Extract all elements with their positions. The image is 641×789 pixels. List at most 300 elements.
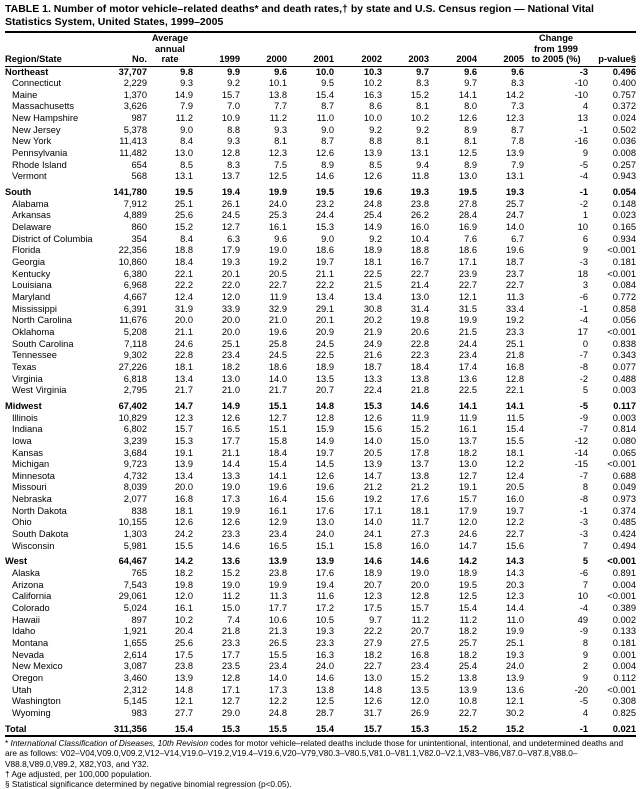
table-cell: 11.8 [411,171,429,182]
table-cell: 0.036 [612,136,636,147]
table-cell: 16.8 [505,361,524,372]
state-row [5,673,636,685]
table-cell: -1 [579,187,588,198]
table-cell: 7,118 [124,338,147,349]
table-cell: 5 [582,385,588,396]
footnote-icd-title: International Classification of Diseases, 10th Revision [10,738,208,749]
table-cell: 22.5 [315,350,334,361]
table-cell: 19.8 [410,315,429,326]
header-chg-line2: from 1999 [534,43,578,54]
table-cell: 16.4 [268,494,287,505]
table-cell: 10 [577,222,588,233]
table-cell: 19.9 [505,626,524,637]
table-cell: 24.8 [268,707,287,718]
table-cell: 0.943 [612,171,636,182]
table-cell: 12.1 [174,696,193,707]
table-cell: 19.8 [174,579,193,590]
table-cell: <0.001 [607,245,636,256]
table-cell: 27.7 [174,707,193,718]
table-cell: 23.8 [268,568,287,579]
table-cell: 15.0 [410,435,429,446]
table-cell: -6 [579,291,588,302]
table-cell: 8.5 [369,159,382,170]
table-cell: 8.3 [416,78,429,89]
table-cell: 22.1 [174,268,193,279]
row-label: Virginia [12,373,43,384]
table-cell: 7.5 [274,159,287,170]
table-cell: 22,356 [118,245,147,256]
table-cell: 19.9 [221,505,240,516]
table-cell: 18.2 [458,447,477,458]
table-cell: 8,039 [123,482,147,493]
header-avg-line1: Average [151,33,189,43]
table-cell: 10.2 [363,78,382,89]
header-2002: 2002 [361,54,382,64]
table-cell: 10.8 [458,696,477,707]
table-cell: 9.6 [274,66,287,77]
table-cell: 22.8 [174,350,193,361]
table-cell: 15.4 [458,603,477,614]
row-label: Alabama [12,198,49,209]
table-cell: 8.5 [180,159,193,170]
state-row [5,626,636,638]
table-cell: 20.1 [315,315,334,326]
table-cell: 0.257 [612,159,636,170]
table-cell: 23.5 [221,661,240,672]
table-cell: 23.3 [505,326,524,337]
region-row [5,556,636,568]
table-cell: 20.5 [363,447,382,458]
table-cell: -10 [574,89,588,100]
table-cell: 37,707 [118,66,147,77]
table-cell: 8.9 [464,124,477,135]
table-cell: 20.7 [363,579,382,590]
table-cell: 12.5 [268,171,287,182]
table-cell: 23.9 [458,268,477,279]
table-cell: 9.5 [321,78,334,89]
table-cell: 19.5 [458,187,477,198]
table-cell: 11,482 [119,148,147,159]
table-cell: 14.4 [221,459,240,470]
table-cell: 19.4 [221,187,240,198]
bottom-rule [5,735,636,737]
table-cell: 18.6 [315,245,334,256]
table-cell: 9.4 [416,159,429,170]
table-cell: 25.1 [505,638,524,648]
table-cell: 19.2 [363,494,382,505]
table-cell: 11.2 [411,614,429,625]
row-label: Oregon [12,672,44,683]
table-cell: 0.757 [612,89,636,100]
row-label: Mississippi [12,303,57,314]
table-cell: 0.004 [612,661,636,672]
table-cell: 0.004 [612,579,636,590]
footnote-icd-marker: * [5,738,11,749]
table-cell: 15.5 [268,723,287,734]
table-cell: 20.5 [505,482,524,493]
row-label: Louisiana [12,280,52,291]
table-cell: 0.148 [612,198,636,209]
table-cell: 19.0 [221,579,240,590]
table-cell: 11,413 [119,136,147,147]
table-cell: 16.1 [268,505,287,516]
table-cell: 0.494 [612,540,636,551]
table-cell: -14 [574,447,588,458]
table-cell: 8.1 [416,101,429,112]
row-label: New Hampshire [12,113,79,124]
header-2005: 2005 [503,54,524,64]
table-cell: 2,795 [123,385,147,396]
table-cell: 12.1 [505,696,524,707]
table-cell: 21.2 [410,482,429,493]
table-cell: 9.6 [274,233,287,244]
table-cell: 13.0 [458,459,477,470]
table-cell: <0.001 [607,459,636,470]
table-cell: 19.6 [363,187,382,198]
table-cell: -7 [579,424,588,435]
table-cell: 27,226 [118,361,147,372]
table-cell: 860 [131,222,147,233]
table-cell: 13 [577,113,588,124]
table-cell: 2,614 [123,649,147,660]
table-cell: 31.4 [410,303,429,314]
table-cell: 12.3 [363,591,382,602]
table-cell: 20.3 [505,579,524,590]
table-cell: 14.6 [315,171,334,182]
table-cell: 987 [131,113,147,124]
table-cell: 0.372 [612,101,636,112]
table-cell: 16.0 [410,540,429,551]
table-cell: 14.4 [505,603,524,614]
table-cell: 21.0 [268,315,287,326]
table-cell: 10,155 [118,517,147,528]
header-2003: 2003 [408,54,429,64]
table-cell: 11.5 [506,412,524,423]
table-cell: 10.3 [363,66,382,77]
table-cell: 0.825 [612,707,636,718]
table-cell: 11.3 [269,591,287,602]
table-cell: <0.001 [607,591,636,602]
row-label: Delaware [12,222,52,233]
table-cell: 12.6 [458,113,477,124]
table-cell: 18.4 [174,257,193,267]
table-cell: 17.5 [363,603,382,614]
table-cell: 983 [131,707,147,718]
table-cell: 18.9 [315,361,334,372]
state-row [5,482,636,494]
table-cell: 9.2 [369,233,382,244]
table-cell: 15.7 [458,494,477,505]
table-cell: 30.2 [505,707,524,718]
table-cell: 25.6 [174,638,193,648]
table-cell: -5 [579,400,588,411]
table-cell: 20.9 [315,326,334,337]
table-cell: 18.4 [410,361,429,372]
table-cell: 14.3 [505,568,524,579]
table-cell: 14.9 [221,400,240,411]
table-cell: 22.7 [363,661,382,672]
table-cell: 18.1 [505,447,524,458]
table-cell: 10.2 [410,113,429,124]
table-cell: 19.0 [221,482,240,493]
table-cell: 17.3 [268,684,287,695]
table-cell: 10.1 [268,78,287,89]
table-cell: 5,208 [123,326,147,337]
table-cell: 13.7 [410,459,429,470]
table-cell: 11,676 [119,315,147,326]
state-row [5,374,636,386]
table-cell: 9.7 [416,66,429,77]
table-cell: 14.1 [458,400,477,411]
table-cell: 2,229 [123,78,147,89]
table-cell: -8 [579,494,588,505]
table-cell: 3,626 [123,101,147,112]
table-cell: 13.6 [505,684,524,695]
row-label: Montana [12,638,49,648]
table-cell: 0.002 [612,614,636,625]
region-row [5,401,636,413]
state-row [5,280,636,292]
table-cell: 18.8 [174,245,193,256]
region-row [5,187,636,199]
table-cell: 22.7 [410,268,429,279]
table-cell: 15.4 [505,424,524,435]
table-cell: 8.4 [180,136,193,147]
row-label: Iowa [12,435,32,446]
table-cell: 18.2 [363,649,382,660]
table-cell: -2 [579,198,588,209]
row-label: Nebraska [12,494,52,505]
table-cell: -15 [574,459,588,470]
table-cell: 7.0 [227,101,240,112]
table-cell: 24.6 [174,338,193,349]
table-cell: 9.2 [227,78,240,89]
table-cell: 17.6 [315,505,334,516]
table-cell: 0.814 [612,424,636,435]
header-2001: 2001 [313,54,334,64]
table-cell: 12.6 [221,412,240,423]
table-cell: 27.3 [410,529,429,540]
table-cell: 13.9 [268,556,287,567]
state-row [5,339,636,351]
row-label: Utah [12,684,32,695]
table-cell: 9 [582,148,588,159]
table-cell: 12.8 [221,672,240,683]
table-cell: 15.5 [505,435,524,446]
row-label: Oklahoma [12,326,55,337]
table-cell: 19.2 [505,315,524,326]
table-cell: 0.308 [612,696,636,707]
table-cell: 0.003 [612,385,636,396]
table-cell: 19.3 [221,257,240,267]
table-cell: 0.934 [612,233,636,244]
table-cell: 33.9 [221,303,240,314]
table-cell: 13.1 [410,148,429,159]
table-cell: 13.5 [410,684,429,695]
table-cell: 29.1 [315,303,334,314]
table-cell: -3 [579,66,588,77]
table-cell: 15.2 [410,89,429,100]
table-cell: 24.9 [363,338,382,349]
table-cell: 14.6 [410,556,429,567]
row-label: Hawaii [12,614,40,625]
table-cell: 0.008 [612,148,636,159]
table-cell: 15.0 [221,603,240,614]
table-cell: 9 [582,245,588,256]
table-cell: 0.003 [612,412,636,423]
table-cell: -12 [574,435,588,446]
table-cell: 19.5 [174,187,193,198]
table-cell: 0.858 [612,303,636,314]
table-cell: 568 [131,171,147,182]
table-cell: 21.7 [174,385,193,396]
table-cell: 17.5 [174,649,193,660]
state-row [5,436,636,448]
row-label: Missouri [12,482,47,493]
total-row [5,724,636,736]
table-cell: 18.2 [458,649,477,660]
table-cell: 12.0 [221,291,240,302]
table-cell: 15.8 [268,435,287,446]
table-cell: 22.3 [410,350,429,361]
table-cell: 10.0 [315,66,334,77]
table-cell: 16.9 [458,222,477,233]
table-cell: 22.4 [363,385,382,396]
table-cell: 12.6 [221,517,240,528]
table-cell: -1 [579,124,588,135]
table-cell: 13.6 [458,373,477,384]
table-cell: 7 [582,579,588,590]
state-row [5,494,636,506]
table-cell: 12.3 [505,591,524,602]
state-row [5,113,636,125]
table-cell: 17.3 [221,494,240,505]
state-row [5,591,636,603]
table-cell: 15.7 [174,424,193,435]
row-label: Minnesota [12,470,55,481]
table-cell: 14.6 [410,400,429,411]
state-row [5,101,636,113]
table-cell: 8.3 [511,78,524,89]
table-cell: 18.6 [268,361,287,372]
row-label: Midwest [5,400,42,411]
table-cell: 18.1 [174,361,193,372]
state-row [5,517,636,529]
table-cell: -8 [579,361,588,372]
table-cell: 24.5 [221,210,240,221]
table-cell: 22.8 [410,338,429,349]
table-cell: 16.7 [410,257,429,267]
table-cell: 18.9 [363,568,382,579]
row-label: West Virginia [12,385,67,396]
table-cell: -1 [579,505,588,516]
table-cell: 29,061 [118,591,147,602]
table-cell: 3 [582,280,588,291]
table-cell: 8.7 [321,101,334,112]
header-avg-line2: annual [155,43,185,54]
table-cell: 9.6 [464,66,477,77]
table-cell: 11.2 [459,614,477,625]
table-cell: 8.1 [464,136,477,147]
table-cell: 14.2 [174,556,193,567]
table-cell: 15.6 [505,540,524,551]
table-cell: 22.2 [174,280,193,291]
table-cell: 14.7 [458,540,477,551]
table-cell: 9,723 [123,459,147,470]
table-cell: 23.3 [315,638,334,648]
table-cell: 20.6 [410,326,429,337]
table-cell: 8.0 [464,101,477,112]
table-cell: 23.4 [268,661,287,672]
table-cell: 354 [131,233,147,244]
state-row [5,568,636,580]
table-cell: 22.7 [458,280,477,291]
table-cell: 7,543 [123,579,147,590]
table-cell: 16.0 [410,222,429,233]
table-cell: 19.0 [268,245,287,256]
table-cell: 19.9 [268,579,287,590]
state-row [5,269,636,281]
table-cell: 28.4 [458,210,477,221]
table-cell: 16.8 [174,494,193,505]
table-cell: 15.3 [221,723,240,734]
table-cell: 14.7 [174,400,193,411]
table-cell: -1 [579,303,588,314]
table-cell: 1,370 [123,89,147,100]
row-label: Washington [12,696,61,707]
table-cell: 20.0 [221,326,240,337]
table-cell: 13.0 [221,373,240,384]
table-cell: 10.5 [315,614,334,625]
state-row [5,529,636,541]
table-cell: 12.4 [174,291,193,302]
table-cell: 24.5 [268,350,287,361]
table-cell: 13.0 [410,291,429,302]
row-label: Indiana [12,424,43,435]
table-cell: 12.7 [221,222,240,233]
table-cell: 15.2 [174,222,193,233]
row-label: Connecticut [12,78,62,89]
table-cell: 22.2 [363,626,382,637]
table-cell: 17.6 [315,568,334,579]
table-cell: 11.9 [269,291,287,302]
table-cell: 27.5 [410,638,429,648]
table-cell: 18.9 [363,245,382,256]
state-row [5,160,636,172]
state-row [5,148,636,160]
table-cell: 11.7 [411,517,429,528]
table-cell: 13.9 [315,556,334,567]
table-cell: 24.1 [363,529,382,540]
table-cell: 0.688 [612,470,636,481]
table-cell: 0.165 [612,222,636,233]
table-cell: 0.973 [612,494,636,505]
table-cell: 0.772 [612,291,636,302]
table-cell: -7 [579,350,588,361]
table-cell: 14.1 [458,89,477,100]
table-cell: 20.7 [410,626,429,637]
table-cell: 20.0 [221,315,240,326]
table-cell: 24.2 [174,529,193,540]
table-cell: 12.4 [505,470,524,481]
table-cell: 18.2 [458,626,477,637]
table-cell: 19.6 [315,482,334,493]
header-region-state: Region/State [5,54,62,64]
table-cell: 17.9 [221,245,240,256]
table-cell: -16 [574,136,588,147]
footnote-age-adjusted: † Age adjusted, per 100,000 population. [5,768,152,779]
table-cell: 0.485 [612,517,636,528]
